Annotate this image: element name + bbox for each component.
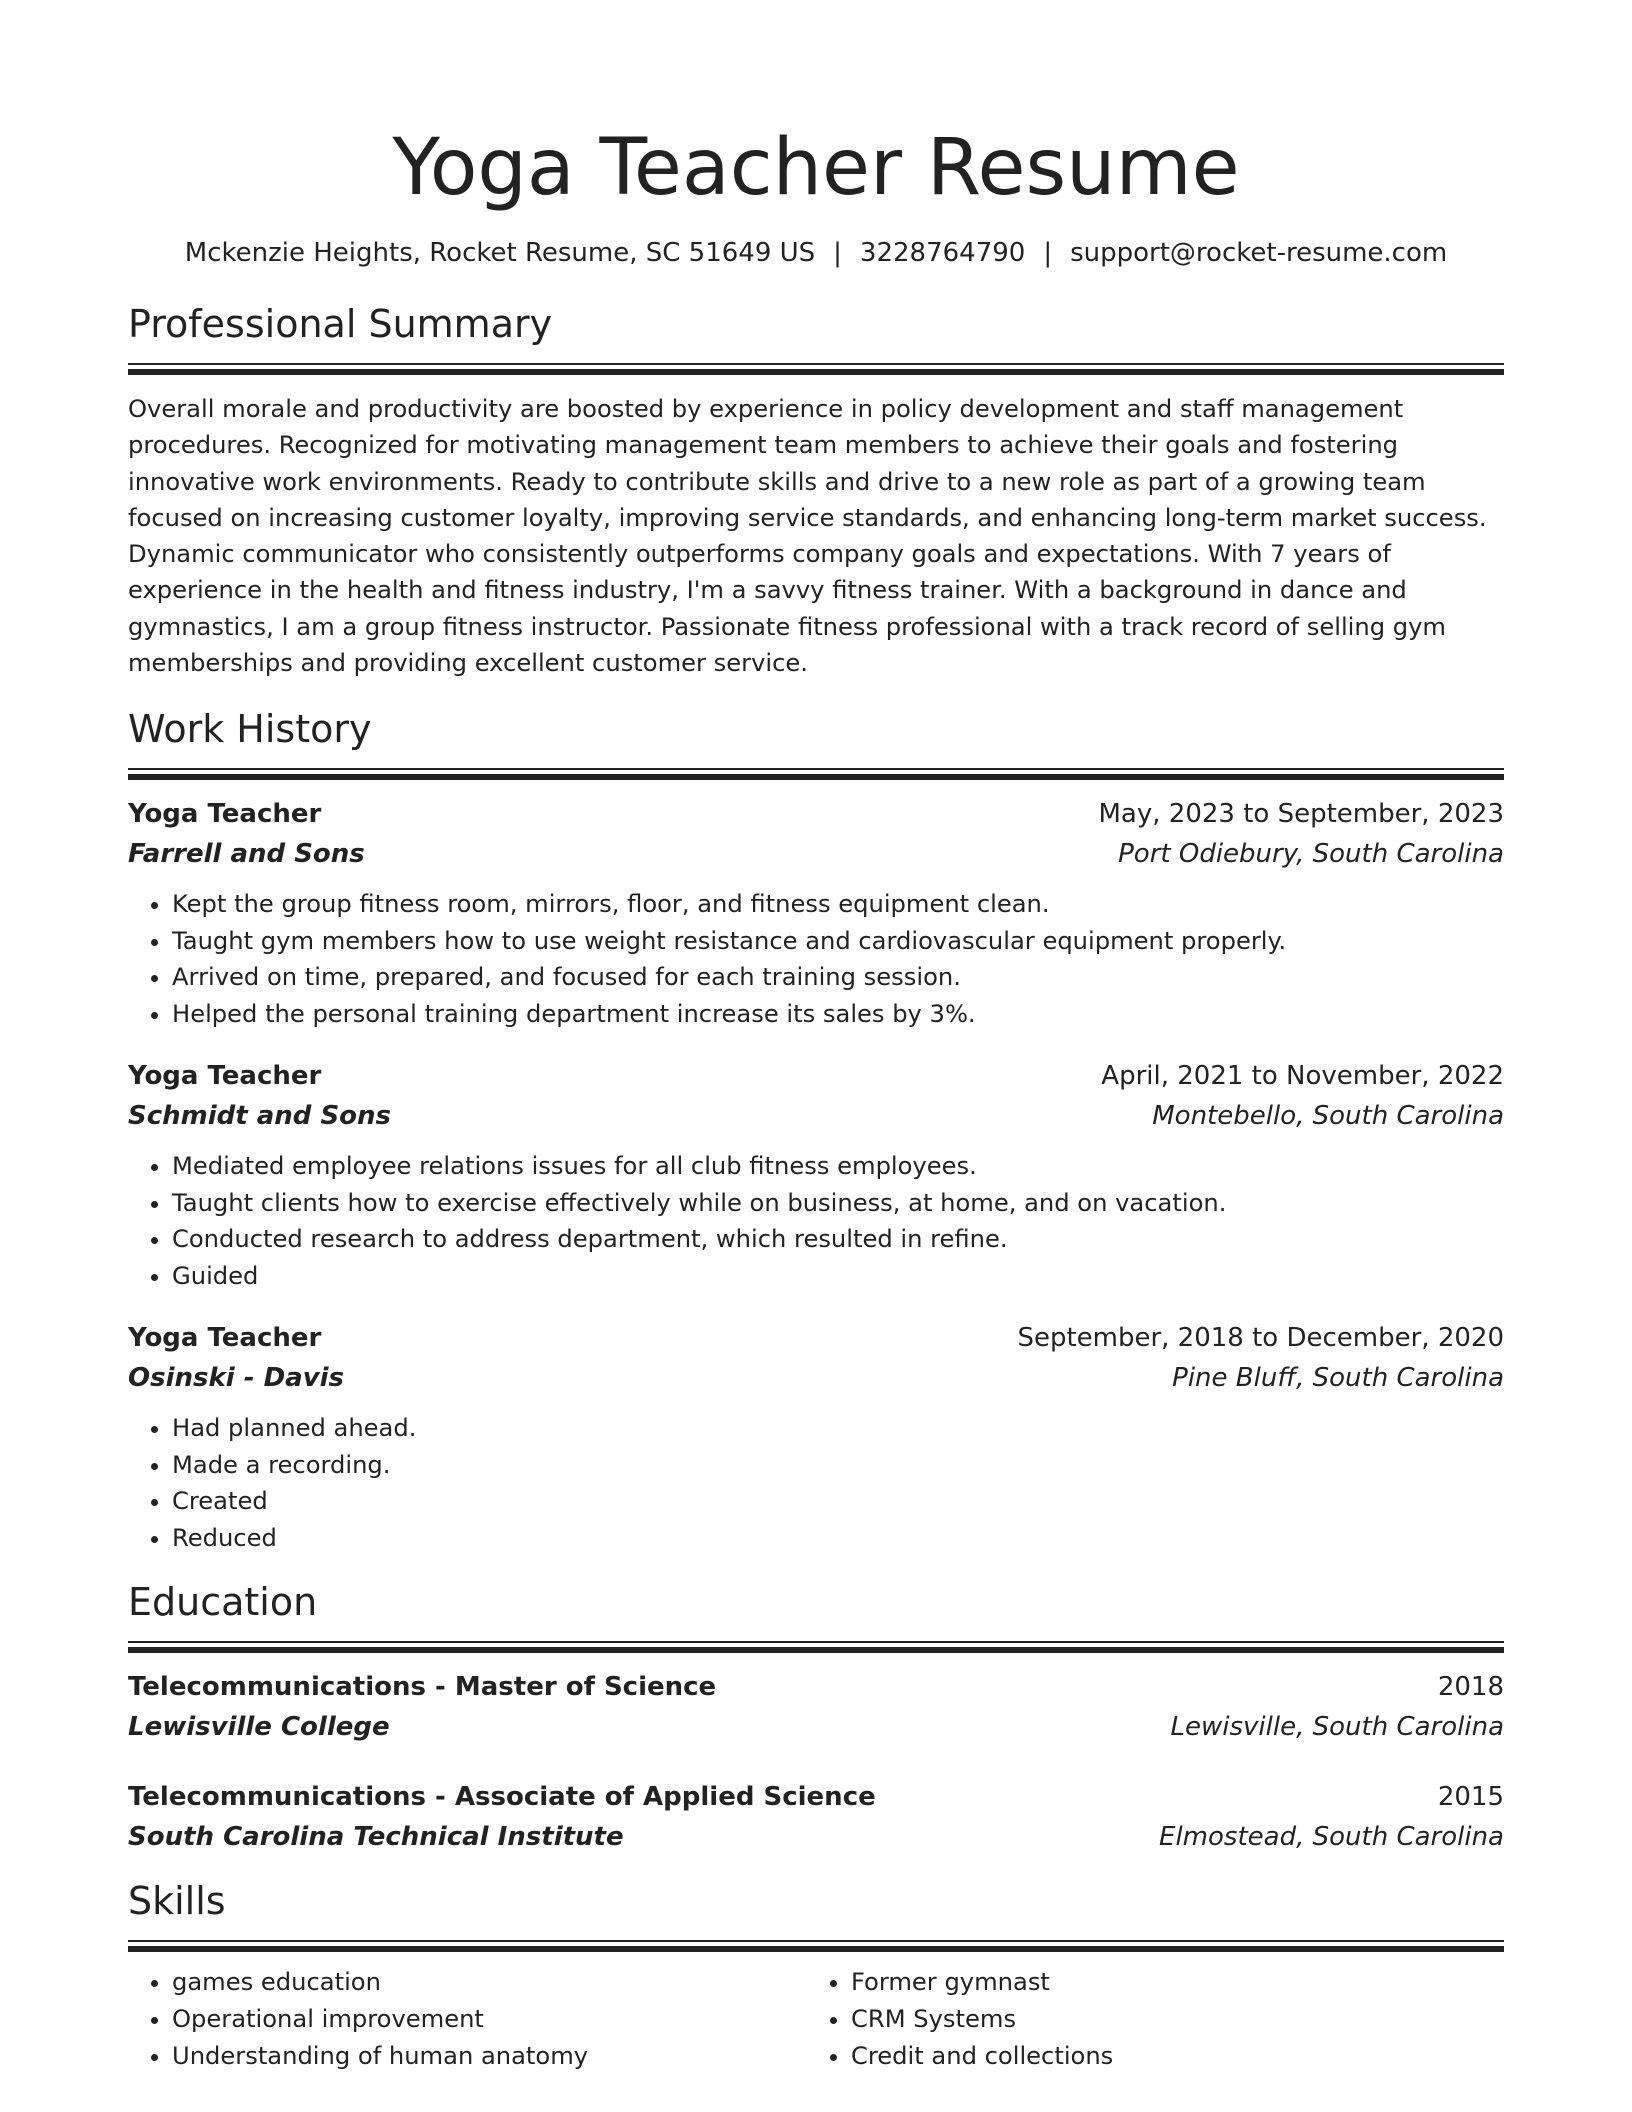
- education-degree: Telecommunications - Master of Science: [128, 1672, 717, 1703]
- skills-heading: Skills: [128, 1879, 226, 1924]
- work-history-section: [128, 705, 1504, 1556]
- section-divider: [128, 1940, 1504, 1942]
- job-header: [128, 794, 1504, 834]
- job-bullets: [128, 1148, 1504, 1294]
- list-item: • Mediated employee relations issues for all club fitness employees.: [172, 1148, 1504, 1185]
- education-school: Lewisville College: [128, 1712, 390, 1743]
- list-item: • Guided: [172, 1258, 1504, 1295]
- resume-page: [128, 0, 1504, 2075]
- education-degree: Telecommunications - Associate of Applied Science: [128, 1782, 876, 1813]
- job-role: Yoga Teacher: [128, 1061, 322, 1092]
- education-location: Elmostead, South Carolina: [1159, 1822, 1504, 1853]
- section-divider-thick: [128, 369, 1504, 375]
- skill-item: • Understanding of human anatomy: [172, 2038, 807, 2075]
- section-divider-thick: [128, 774, 1504, 780]
- list-item: • Helped the personal training department increase its sales by 3%.: [172, 996, 1504, 1033]
- job-entry: [128, 1056, 1504, 1294]
- job-dates: May, 2023 to September, 2023: [1098, 799, 1504, 830]
- skill-item: • Operational improvement: [172, 2001, 807, 2038]
- contact-separator: |: [833, 238, 842, 268]
- list-item: • Had planned ahead.: [172, 1410, 1504, 1447]
- education-year: 2018: [1437, 1672, 1504, 1703]
- job-subheader: [128, 1358, 1504, 1398]
- summary-section: [128, 300, 1504, 681]
- education-entry: [128, 1777, 1504, 1857]
- education-subheader: [128, 1817, 1504, 1857]
- education-section: [128, 1578, 1504, 1857]
- skills-section: [128, 1877, 1504, 2075]
- job-location: Pine Bluff, South Carolina: [1172, 1363, 1504, 1394]
- job-dates: April, 2021 to November, 2022: [1101, 1061, 1504, 1092]
- job-bullets: [128, 1410, 1504, 1556]
- education-heading: Education: [128, 1580, 318, 1625]
- job-dates: September, 2018 to December, 2020: [1017, 1323, 1504, 1354]
- skill-item: • Credit and collections: [851, 2038, 1486, 2075]
- list-item: • Conducted research to address department, which resulted in refine.: [172, 1221, 1504, 1258]
- summary-text: Overall morale and productivity are boosted by experience in policy development and staff management procedures. Recognized for motivating management team members to achieve their goals and fostering innovative work environments. Ready to contribute skills and drive to a new role as part of a growing team focused on increasing customer loyalty, improving service standards, and enhancing long-term market success. Dynamic communicator who consistently outperforms company goals and expectations. With 7 years of experience in the health and fitness industry, I'm a savvy fitness trainer. With a background in dance and gymnastics, I am a group fitness instructor. Passionate fitness professional with a track record of selling gym memberships and providing excellent customer service.: [128, 395, 1487, 678]
- contact-phone: 3228764790: [859, 238, 1026, 268]
- job-company: Farrell and Sons: [128, 839, 365, 870]
- work-history-heading: Work History: [128, 707, 372, 752]
- job-header: [128, 1056, 1504, 1096]
- contact-email: support@rocket-resume.com: [1070, 238, 1448, 268]
- skill-item: • CRM Systems: [851, 2001, 1486, 2038]
- job-entry: [128, 1318, 1504, 1556]
- education-location: Lewisville, South Carolina: [1170, 1712, 1504, 1743]
- job-header: [128, 1318, 1504, 1358]
- education-school: South Carolina Technical Institute: [128, 1822, 624, 1853]
- skills-list: [128, 1964, 1504, 2075]
- skills-column-right: [807, 1964, 1486, 2075]
- resume-title: Yoga Teacher Resume: [392, 123, 1240, 213]
- job-role: Yoga Teacher: [128, 1323, 322, 1354]
- job-company: Schmidt and Sons: [128, 1101, 392, 1132]
- list-item: • Created: [172, 1483, 1504, 1520]
- list-item: • Made a recording.: [172, 1447, 1504, 1484]
- job-entry: [128, 794, 1504, 1032]
- contact-line: [128, 236, 1504, 270]
- job-location: Montebello, South Carolina: [1152, 1101, 1504, 1132]
- job-location: Port Odiebury, South Carolina: [1118, 839, 1504, 870]
- list-item: • Kept the group fitness room, mirrors, floor, and fitness equipment clean.: [172, 886, 1504, 923]
- section-divider: [128, 1641, 1504, 1643]
- list-item: • Arrived on time, prepared, and focused for each training session.: [172, 959, 1504, 996]
- job-subheader: [128, 1096, 1504, 1136]
- job-bullets: [128, 886, 1504, 1032]
- education-subheader: [128, 1707, 1504, 1747]
- list-item: • Taught gym members how to use weight resistance and cardiovascular equipment properly.: [172, 923, 1504, 960]
- skill-item: • Former gymnast: [851, 1964, 1486, 2001]
- education-header: [128, 1777, 1504, 1817]
- contact-address: Mckenzie Heights, Rocket Resume, SC 51649 US: [184, 238, 816, 268]
- section-divider-thick: [128, 1946, 1504, 1952]
- section-divider: [128, 363, 1504, 365]
- list-item: • Reduced: [172, 1520, 1504, 1557]
- job-company: Osinski - Davis: [128, 1363, 345, 1394]
- education-year: 2015: [1437, 1782, 1504, 1813]
- summary-heading: Professional Summary: [128, 302, 553, 346]
- education-header: [128, 1667, 1504, 1707]
- section-divider-thick: [128, 1647, 1504, 1653]
- contact-separator: |: [1043, 238, 1053, 268]
- skills-column-left: [128, 1964, 807, 2075]
- job-role: Yoga Teacher: [128, 799, 322, 830]
- job-subheader: [128, 834, 1504, 874]
- section-divider: [128, 768, 1504, 770]
- education-entry: [128, 1667, 1504, 1747]
- list-item: • Taught clients how to exercise effectively while on business, at home, and on vacation.: [172, 1185, 1504, 1222]
- skill-item: • games education: [172, 1964, 807, 2001]
